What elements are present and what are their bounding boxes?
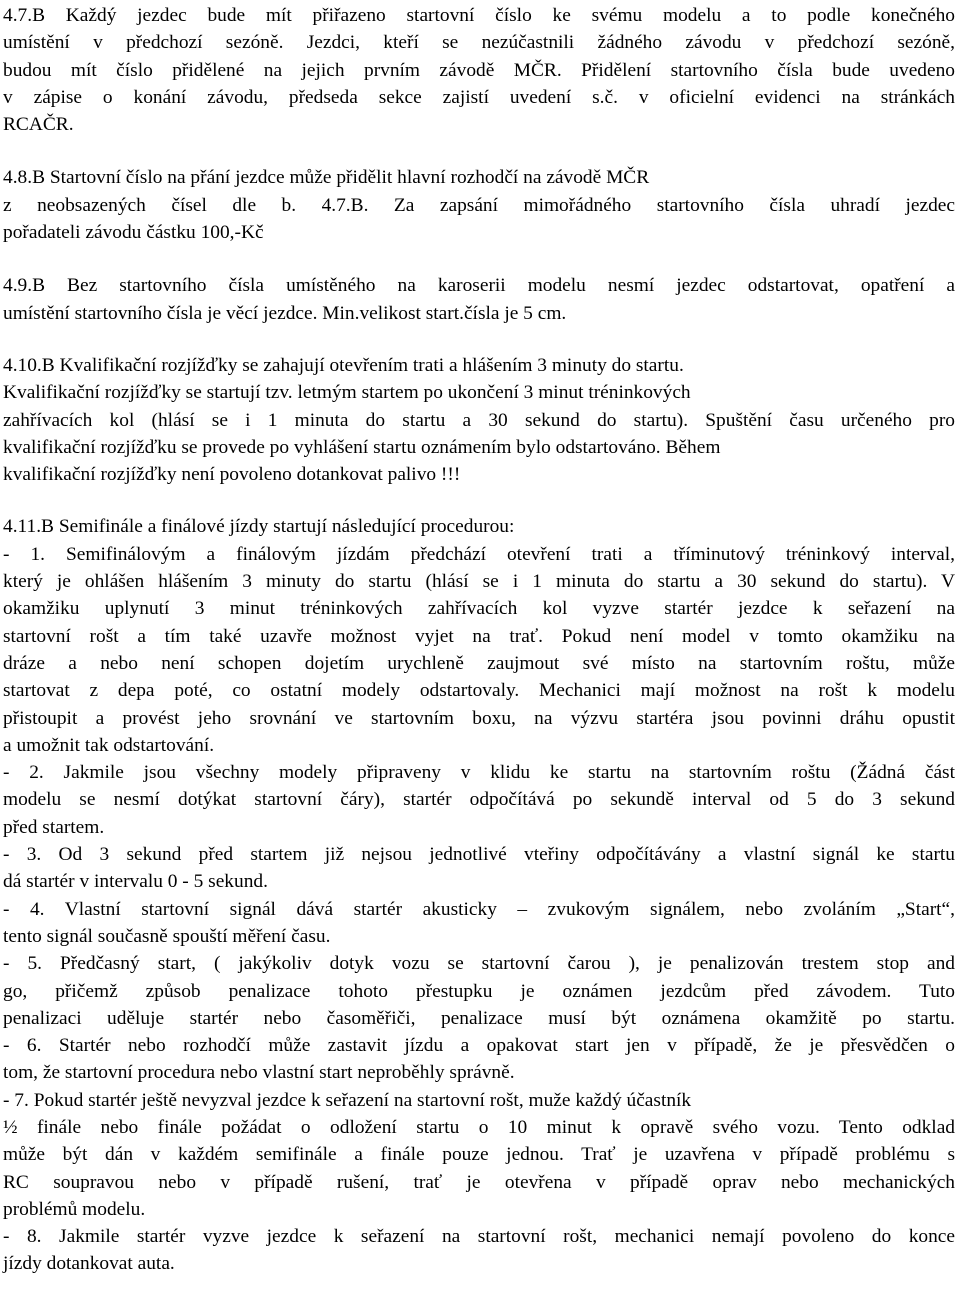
text-line: dá startér v intervalu 0 - 5 sekund. bbox=[3, 871, 268, 893]
text-line: kvalifikační rozjížďku se provede po vyhlášení startu oznámením bylo odstartováno. Během bbox=[3, 436, 721, 458]
text-line: - 1. Semifinálovým a finálovým jízdám předchází otevření trati a tříminutový tréninkový interval, bbox=[3, 543, 955, 565]
text-line: startovní rošt a tím také uzavře možnost vyjet na trať. Pokud není model v tomto okamžiku na bbox=[3, 625, 955, 647]
paragraph-gap bbox=[3, 488, 955, 513]
paragraph-gap bbox=[3, 246, 955, 272]
text-line: RCAČR. bbox=[3, 114, 74, 136]
text-line: může být dán v každém semifinále a finále pouze jednou. Trať je uzavřena v případě problému s bbox=[3, 1144, 955, 1166]
section-4-10-b bbox=[3, 352, 955, 488]
text-line: umístění startovního čísla je věcí jezdce. Min.velikost start.čísla je 5 cm. bbox=[3, 302, 567, 324]
text-line: penalizaci uděluje startér nebo časoměřiči, penalizace musí být oznámena okamžitě po startu. bbox=[3, 1007, 955, 1029]
section-4-8-b bbox=[3, 164, 955, 246]
text-line: před startem. bbox=[3, 816, 105, 838]
document-page bbox=[3, 2, 955, 1278]
text-line: jízdy dotankovat auta. bbox=[3, 1253, 175, 1275]
text-line: - 7. Pokud startér ještě nevyzval jezdce k seřazení na startovní rošt, muže každý účastník bbox=[3, 1089, 692, 1111]
text-line: 4.7.B Každý jezdec bude mít přiřazeno startovní číslo ke svému modelu a to podle konečného bbox=[3, 5, 955, 26]
text-line: go, přičemž způsob penalizace tohoto přestupku je oznámen jezdcům před závodem. Tuto bbox=[3, 980, 955, 1002]
text-line: problémů modelu. bbox=[3, 1198, 146, 1220]
text-line: 4.8.B Startovní číslo na přání jezdce může přidělit hlavní rozhodčí na závodě MČR bbox=[3, 167, 650, 189]
text-line: Kvalifikační rozjížďky se startují tzv. letmým startem po ukončení 3 minut tréninkových bbox=[3, 382, 691, 404]
section-4-7-b bbox=[3, 2, 955, 138]
text-line: budou mít číslo přidělené na jejich prvním závodě MČR. Přidělení startovního čísla bude uvedeno bbox=[3, 59, 955, 81]
text-line: dráze a nebo není schopen dojetím urychleně zaujmout své místo na startovním roštu, může bbox=[3, 652, 955, 674]
text-line: RC soupravou nebo v případě rušení, trať je otevřena v případě oprav nebo mechanických bbox=[3, 1171, 955, 1193]
text-line: ½ finále nebo finále požádat o odložení startu o 10 minut k opravě svého vozu. Tento odklad bbox=[3, 1116, 955, 1138]
text-line: který je ohlášen hlášením 3 minuty do startu (hlásí se i 1 minuta do startu a 30 sekund do startu). V bbox=[3, 571, 955, 593]
section-4-11-b bbox=[3, 513, 955, 1277]
text-line: kvalifikační rozjížďky není povoleno dotankovat palivo !!! bbox=[3, 464, 461, 486]
text-line: startovat z depa poté, co ostatní modely odstartovaly. Mechanici mají možnost na rošt k modelu bbox=[3, 680, 955, 702]
text-line: 4.10.B Kvalifikační rozjížďky se zahajují otevřením trati a hlášením 3 minuty do startu. bbox=[3, 354, 684, 376]
text-line: tento signál současně spouští měření času. bbox=[3, 925, 331, 947]
text-line: - 2. Jakmile jsou všechny modely připraveny v klidu ke startu na startovním roštu (Žádná část bbox=[3, 762, 955, 784]
text-line: - 5. Předčasný start, ( jakýkoliv dotyk vozu se startovní čarou ), je penalizován trestem stop and bbox=[3, 953, 955, 975]
text-line: - 4. Vlastní startovní signál dává startér akusticky – zvukovým signálem, nebo zvoláním „Start“, bbox=[3, 898, 955, 920]
paragraph-gap bbox=[3, 327, 955, 352]
text-line: pořadateli závodu částku 100,-Kč bbox=[3, 222, 264, 244]
section-4-9-b bbox=[3, 272, 955, 327]
text-line: modelu se nesmí dotýkat startovní čáry), startér odpočítává po sekundě interval od 5 do 3 sekund bbox=[3, 789, 955, 811]
text-line: - 8. Jakmile startér vyzve jezdce k seřazení na startovní rošt, mechanici nemají povoleno do konce bbox=[3, 1226, 955, 1248]
text-line: a umožnit tak odstartování. bbox=[3, 734, 215, 756]
text-line: 4.11.B Semifinále a finálové jízdy startují následující procedurou: bbox=[3, 516, 515, 538]
text-line: z neobsazených čísel dle b. 4.7.B. Za zapsání mimořádného startovního čísla uhradí jezdec bbox=[3, 194, 955, 216]
text-line: - 6. Startér nebo rozhodčí může zastavit jízdu a opakovat start jen v případě, že je přesvědčen o bbox=[3, 1035, 955, 1057]
paragraph-gap bbox=[3, 138, 955, 164]
text-line: zahřívacích kol (hlásí se i 1 minuta do startu a 30 sekund do startu). Spuštění času určeného pro bbox=[3, 409, 955, 431]
text-line: 4.9.B Bez startovního čísla umístěného na karoserii modelu nesmí jezdec odstartovat, opatření a bbox=[3, 275, 955, 297]
text-line: okamžiku uplynutí 3 minut tréninkových zahřívacích kol vyzve startér jezdce k seřazení na bbox=[3, 598, 955, 620]
text-line: umístění v předchozí sezóně. Jezdci, kteří se nezúčastnili žádného závodu v předchozí sezóně, bbox=[3, 32, 955, 54]
text-line: v zápise o konání závodu, předseda sekce zajistí uvedení s.č. v oficielní evidenci na stránkách bbox=[3, 86, 955, 108]
text-line: - 3. Od 3 sekund před startem již nejsou jednotlivé vteřiny odpočítávány a vlastní signál ke startu bbox=[3, 844, 955, 866]
text-line: přistoupit a provést jeho srovnání ve startovním boxu, na výzvu startéra jsou povinni dráhu opustit bbox=[3, 707, 955, 729]
text-line: tom, že startovní procedura nebo vlastní start neproběhly správně. bbox=[3, 1062, 515, 1084]
